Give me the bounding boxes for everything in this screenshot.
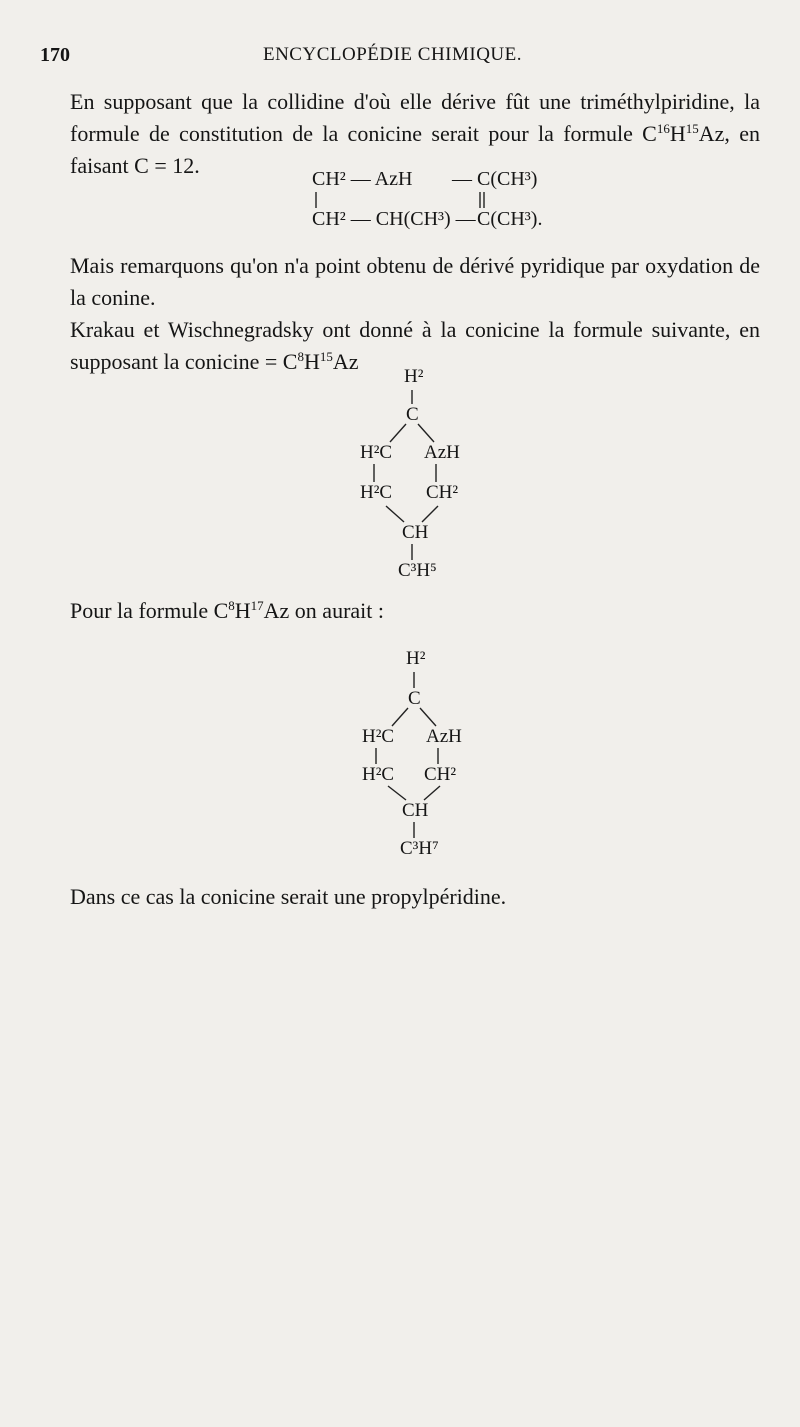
formula-row1-dash: —: [452, 168, 472, 190]
structure-bonds: [362, 648, 482, 868]
structure-c8h17az: [362, 648, 482, 868]
atom-h2c-upper: H²C: [362, 726, 395, 747]
structure-c8h15az: [360, 366, 480, 586]
formula-trimethyl-conicine: [312, 168, 552, 238]
paragraph-krakau: Krakau et Wischnegradsky ont donné à la conicine la formule suivante, en supposant la conicine = $C^8H^{15}Az$: [70, 317, 760, 374]
formula-row2-right: C(CH³).: [477, 208, 543, 230]
atom-ch2-lower: CH²: [424, 764, 457, 785]
caption-c8h17az: Pour la formule $C^8H^{17}Az$ on aurait :: [70, 598, 385, 623]
atom-ch2-lower: CH²: [426, 482, 459, 503]
atom-ch-bottom: CH: [402, 800, 429, 821]
atom-h2-top: H²: [406, 648, 426, 669]
paragraph-collidine: En supposant que la collidine d'où elle dérive fût une triméthylpiridine, la formule de constitution de la conicine serait pour la formule $C^{16}H^{15}Az$, en faisant C = 12.: [70, 89, 760, 178]
formula-row1-right: C(CH³): [477, 168, 538, 190]
atom-h2c-upper: H²C: [360, 442, 393, 463]
atom-azh: AzH: [424, 442, 460, 463]
paragraph-propylperidine: Dans ce cas la conicine serait une propylpéridine.: [70, 884, 507, 909]
formula-row2-left: CH² — CH(CH³) —: [312, 208, 476, 230]
atom-h2c-lower: H²C: [360, 482, 393, 503]
formula-row1-left: CH² — AzH: [312, 168, 413, 190]
atom-c-top: C: [408, 688, 421, 709]
atom-substituent: C³H⁷: [400, 838, 439, 859]
atom-h2-top: H²: [404, 366, 424, 387]
page-number: 170: [40, 44, 70, 66]
page-header: [40, 44, 745, 74]
atom-c-top: C: [406, 404, 419, 425]
atom-substituent: C³H⁵: [398, 560, 437, 581]
atom-ch-bottom: CH: [402, 522, 429, 543]
structure-bonds: [360, 366, 480, 586]
atom-h2c-lower: H²C: [362, 764, 395, 785]
atom-azh: AzH: [426, 726, 462, 747]
paragraph-remarque: Mais remarquons qu'on n'a point obtenu de dérivé pyridique par oxydation de la conine.: [70, 253, 760, 310]
running-head: ENCYCLOPÉDIE CHIMIQUE.: [262, 44, 523, 65]
